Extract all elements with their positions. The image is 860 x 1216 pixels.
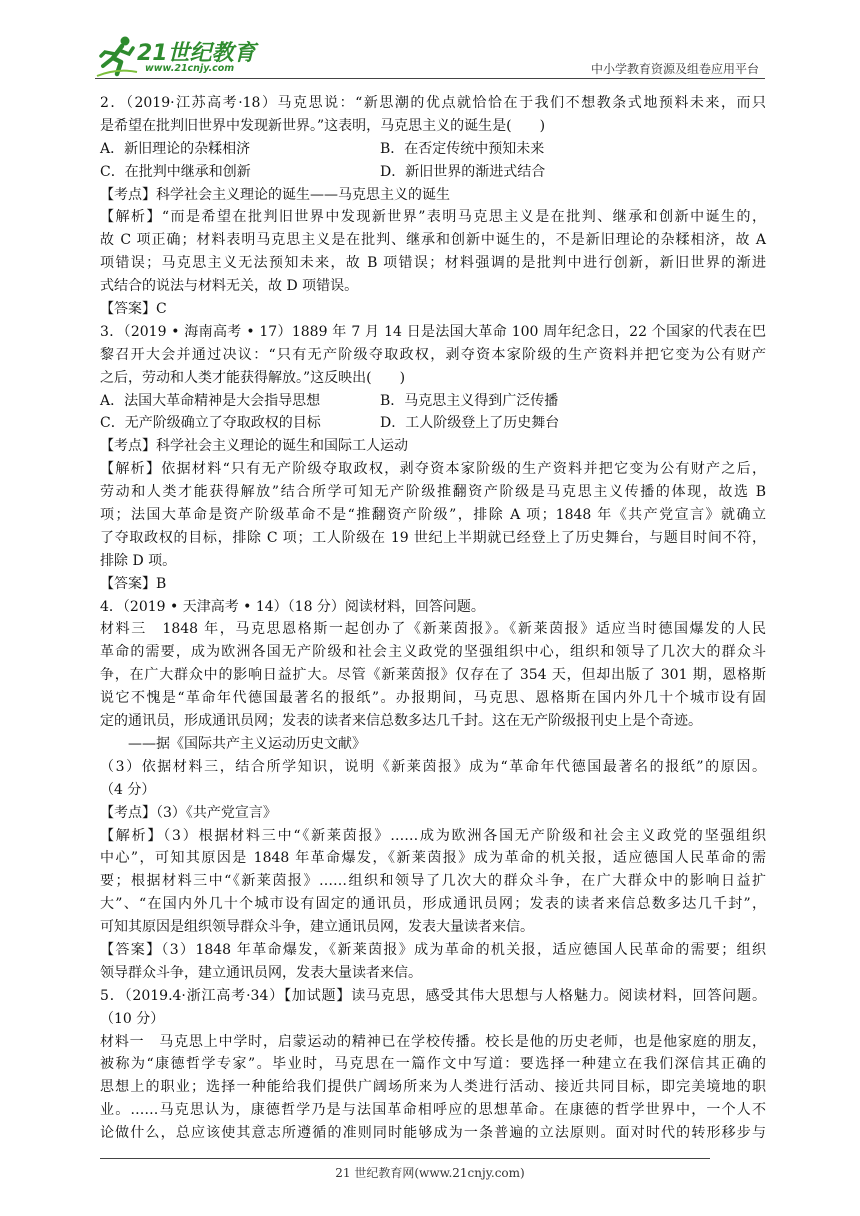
text-line: 材料三 1848 年，马克思恩格斯一起创办了《新莱茵报》。《新莱茵报》适应当时德国爆发的人民 [100, 621, 766, 638]
text-line: 2．（2019·江苏高考·18）马克思说：“新思潮的优点就恰恰在于我们不想教条式地预料未来，而只 [100, 95, 766, 111]
text-line: 说它不愧是“革命年代德国最著名的报纸”。办报期间，马克思、恩格斯在国内外几十个城市设有固 [100, 690, 766, 707]
logo-url: www.21cnjy.com [145, 63, 235, 74]
option-item: B．马克思主义得到广泛传播 [380, 392, 559, 409]
text-line: ——据《国际共产主义运动历史文献》 [128, 735, 366, 752]
text-line: 【解析】“而是希望在批判旧世界中发现新世界”表明马克思主义是在批判、继承和创新中诞生的， [100, 209, 766, 226]
text-line: 领导群众斗争，建立通讯员网，发表大量读者来信。 [100, 964, 422, 981]
footer-divider [100, 1158, 710, 1159]
text-line: 大”、“在国内外几十个城市设有固定的通讯员，形成通讯员网；发表的读者来信总数多达几千封”， [100, 896, 766, 913]
text-line: 【解析】依据材料“只有无产阶级夺取政权，剥夺资本家阶级的生产资料并把它变为公有财产之后， [100, 461, 766, 478]
text-line: 5．（2019.4·浙江高考·34）【加试题】读马克思，感受其伟大思想与人格魅力。阅读材料，回答问题。 [100, 987, 766, 1004]
text-line: 项错误；马克思主义无法预知未来，故 B 项错误；材料强调的是批判中进行创新，新旧世界的渐进 [100, 255, 766, 272]
text-line: 3．（2019 • 海南高考 • 17）1889 年 7 月 14 日是法国大革命 100 周年纪念日，22 个国家的代表在巴 [100, 323, 766, 340]
option-item: A．新旧理论的杂糅相济 [100, 140, 251, 157]
text-line: 中心”，可知其原因是 1848 年革命爆发，《新莱茵报》成为革命的机关报，适应德国人民革命的需 [100, 850, 766, 867]
text-line: 革命的需要，成为欧洲各国无产阶级和社会主义政党的坚强组织中心，组织和领导了几次大的群众斗 [100, 644, 766, 661]
text-line: （10 分） [100, 1010, 165, 1027]
text-line: 被称为“康德哲学专家”。毕业时，马克思在一篇作文中写道：要选择一种建立在我们深信其正确的 [100, 1056, 766, 1073]
text-line: 项；法国大革命是资产阶级革命不是“推翻资产阶级”，排除 A 项；1848 年《共产党宣言》就确立 [100, 507, 766, 524]
logo-text: 21世纪教育 [137, 41, 256, 66]
text-line: 思想上的职业；选择一种能给我们提供广阔场所来为人类进行活动、接近共同目标，即完美境地的职 [100, 1079, 766, 1096]
text-line: 定的通讯员，形成通讯员网；发表的读者来信总数多达几千封。这在无产阶级报刊史上是个奇迹。 [100, 713, 702, 730]
text-line: 可知其原因是组织领导群众斗争，建立通讯员网，发表大量读者来信。 [100, 919, 534, 936]
text-line: 要；根据材料三中“《新莱茵报》……组织和领导了几次大的群众斗争，在广大群众中的影响日益扩 [100, 873, 766, 890]
platform-title: 中小学教育资源及组卷应用平台 [590, 62, 759, 76]
option-row [100, 390, 766, 413]
text-line: 了夺取政权的目标，排除 C 项；工人阶级在 19 世纪上半期就已经登上了历史舞台，与题目时间不符， [100, 529, 766, 546]
document-body [100, 92, 766, 1145]
text-line: 【解析】（3）根据材料三中“《新莱茵报》……成为欧洲各国无产阶级和社会主义政党的坚强组织 [100, 827, 766, 844]
text-line: 是希望在批判旧世界中发现新世界。”这表明，马克思主义的诞生是( ) [100, 117, 546, 134]
text-line: 【答案】C [100, 301, 167, 318]
text-line: 故 C 项正确；材料表明马克思主义是在批判、继承和创新中诞生的，不是新旧理论的杂糅相济，故 A [100, 232, 766, 249]
text-line: 【考点】科学社会主义理论的诞生和国际工人运动 [100, 438, 408, 455]
text-line: （3）依据材料三，结合所学知识，说明《新莱茵报》成为“革命年代德国最著名的报纸”的原因。 [100, 758, 766, 775]
text-line: 【考点】科学社会主义理论的诞生——马克思主义的诞生 [100, 186, 450, 203]
option-item: A．法国大革命精神是大会指导思想 [100, 392, 321, 409]
option-row [100, 412, 766, 435]
footer-text: 21 世纪教育网(www.21cnjy.com) [335, 1166, 525, 1180]
text-line: 之后，劳动和人类才能获得解放。”这反映出( ) [100, 369, 406, 386]
option-item: C．无产阶级确立了夺取政权的目标 [100, 415, 321, 432]
text-line: 论做什么，总应该使其意志所遵循的准则同时能够成为一条普遍的立法原则。面对时代的转形移步与 [100, 1125, 766, 1142]
option-item: D．工人阶级登上了历史舞台 [380, 415, 560, 432]
text-line: 排除 D 项。 [100, 552, 177, 569]
runner-logo-icon [95, 34, 139, 78]
option-row [100, 138, 766, 161]
text-line: 【答案】（3）1848 年革命爆发，《新莱茵报》成为革命的机关报，适应德国人民革命的需要；组织 [100, 941, 766, 958]
text-line: 4．（2019 • 天津高考 • 14）（18 分）阅读材料，回答问题。 [100, 598, 485, 615]
logo [95, 34, 265, 78]
text-line: （4 分） [100, 781, 156, 798]
header-divider [95, 78, 765, 79]
text-line: 【考点】（3）《共产党宣言》 [100, 804, 277, 821]
text-line: 业。……马克思认为，康德哲学乃是与法国革命相呼应的思想革命。在康德的哲学世界中，一个人不 [100, 1102, 766, 1119]
option-item: D．新旧世界的渐进式结合 [380, 163, 546, 180]
text-line: 材料一 马克思上中学时，启蒙运动的精神已在学校传播。校长是他的历史老师，也是他家庭的朋友， [100, 1033, 766, 1050]
option-row [100, 161, 766, 184]
text-line: 【答案】B [100, 575, 167, 592]
text-line: 劳动和人类才能获得解放”结合所学可知无产阶级推翻资产阶级是马克思主义传播的体现，故选 B [100, 484, 766, 501]
option-item: C．在批判中继承和创新 [100, 163, 251, 180]
text-line: 争，在广大群众中的影响日益扩大。尽管《新莱茵报》仅存在了 354 天，但却出版了 301 期，恩格斯 [100, 667, 766, 684]
text-line: 黎召开大会并通过决议：“只有无产阶级夺取政权，剥夺资本家阶级的生产资料并把它变为公有财产 [100, 346, 766, 363]
page-header [0, 0, 860, 82]
text-line: 式结合的说法与材料无关，故 D 项错误。 [100, 278, 359, 295]
option-item: B．在否定传统中预知未来 [380, 140, 545, 157]
